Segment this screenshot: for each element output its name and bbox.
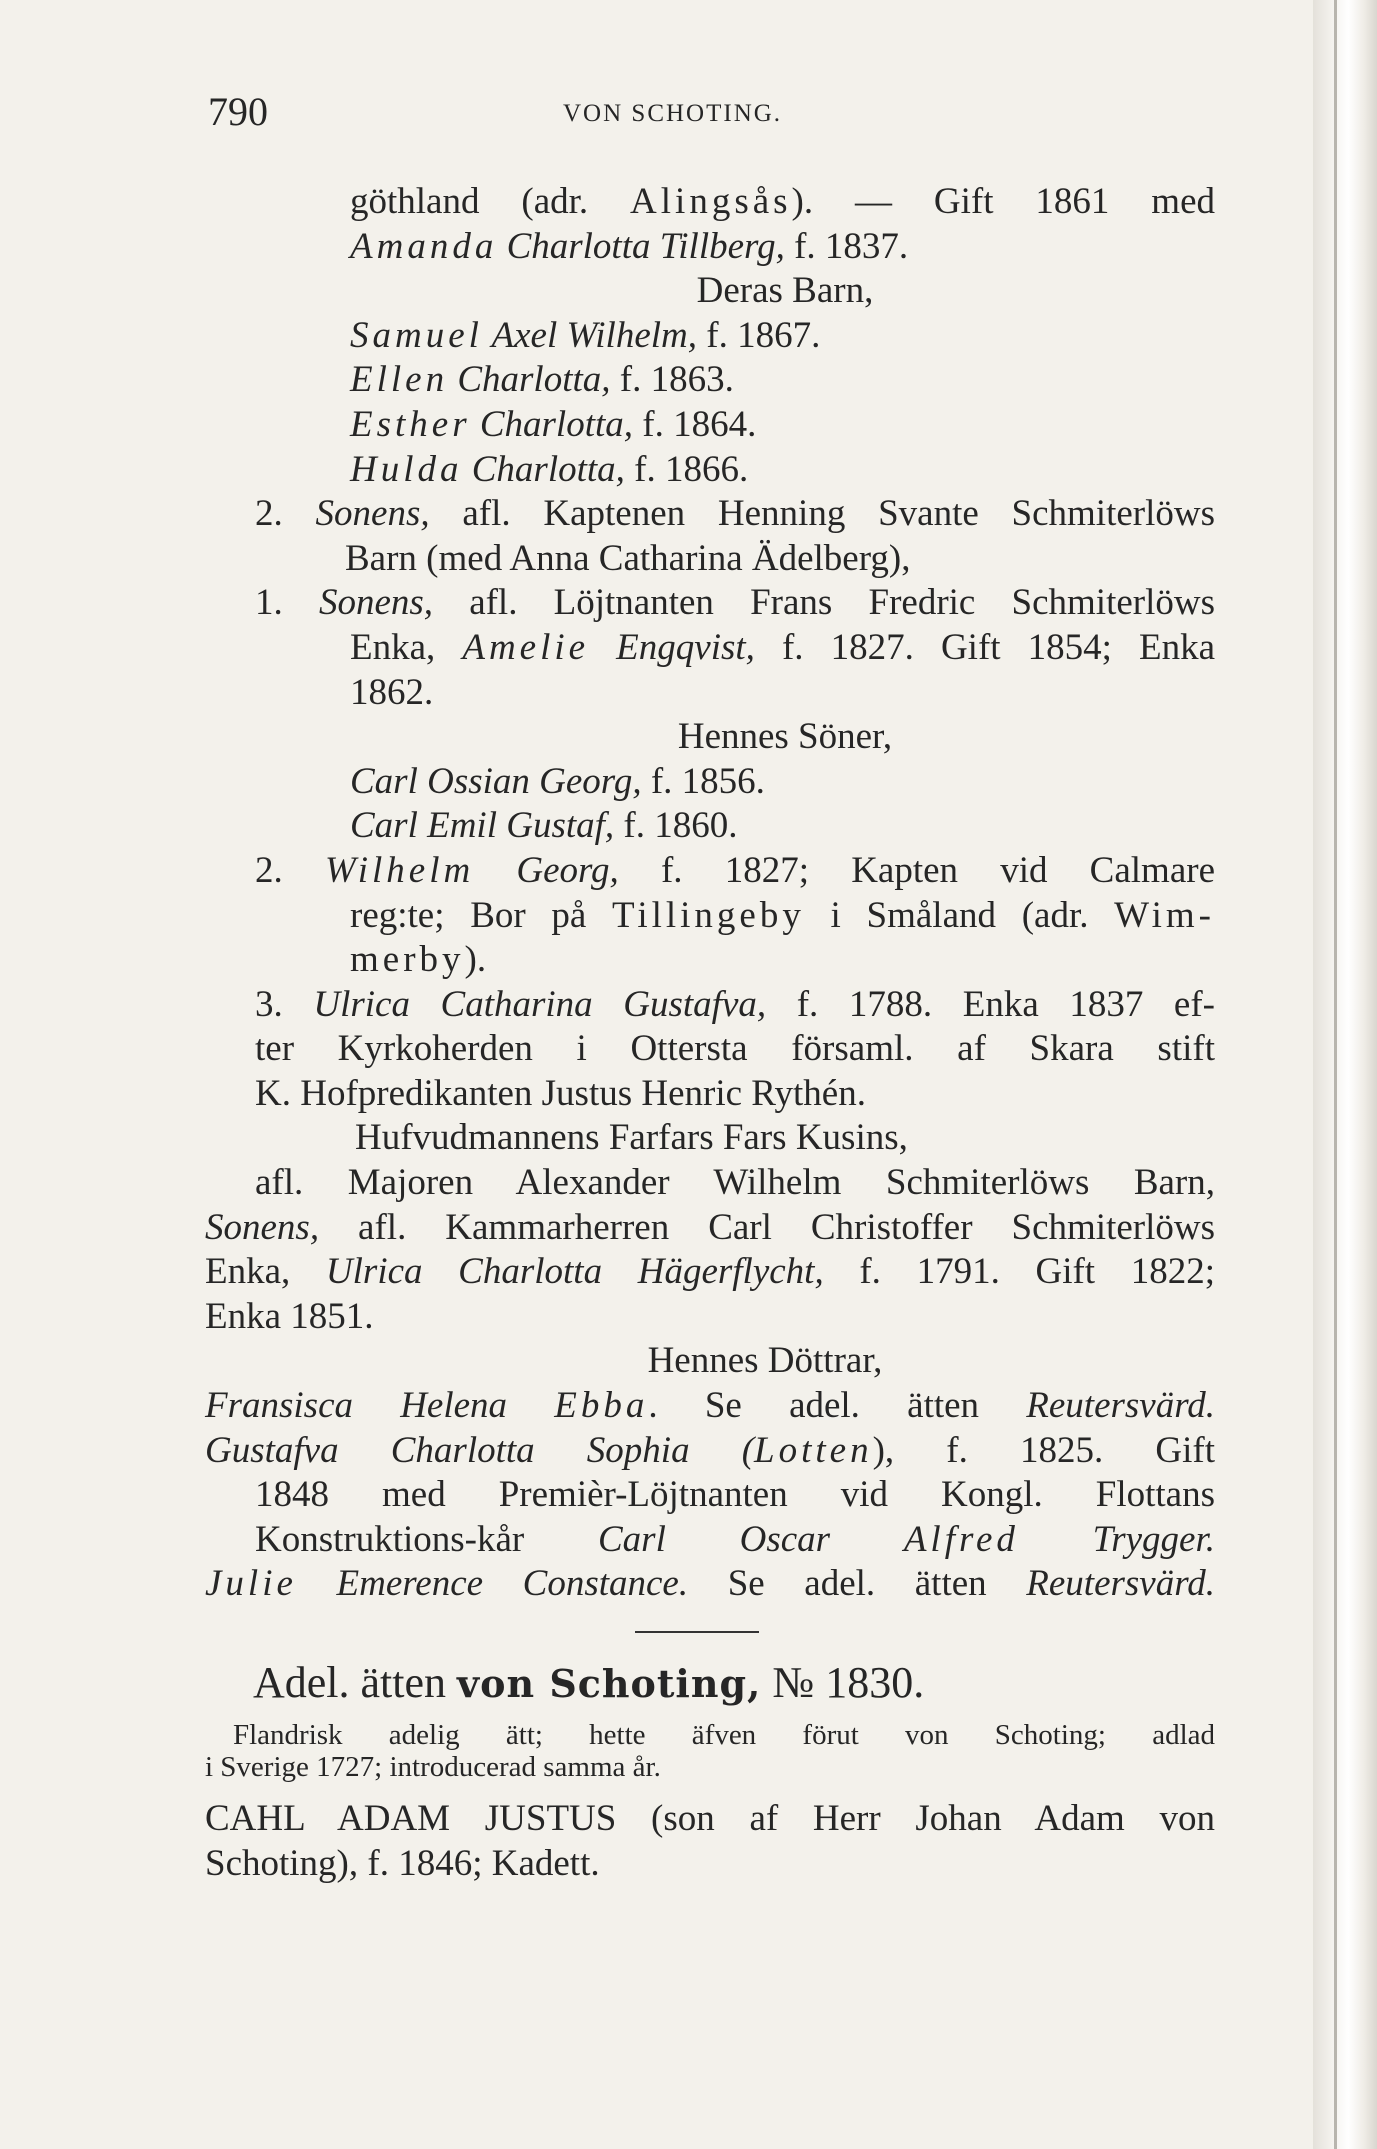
entry-line: CAHL ADAM JUSTUS (son af Herr Johan Adam von bbox=[205, 1798, 1215, 1839]
text-line: Enka, Ulrica Charlotta Hägerflycht, f. 1791. Gift 1822; bbox=[205, 1251, 1216, 1293]
text-line: 2. Sonens, afl. Kaptenen Henning Svante Schmiterlöws bbox=[255, 493, 1216, 535]
text-line: Carl Emil Gustaf, f. 1860. bbox=[350, 805, 738, 847]
text-line: Sonens, afl. Kammarherren Carl Christoffer Schmiterlöws bbox=[205, 1206, 1215, 1248]
text-line: 2. Wilhelm Georg, f. 1827; Kapten vid Calmare bbox=[255, 849, 1216, 891]
text-line: Hufvudmannens Farfars Fars Kusins, bbox=[355, 1117, 908, 1159]
section-title: Adel. ätten von Schoting, № 1830. bbox=[253, 1658, 925, 1707]
section-description: i Sverige 1727; introducerad samma år. bbox=[205, 1751, 661, 1783]
text-line: Deras Barn, bbox=[696, 270, 874, 312]
text-line: Enka 1851. bbox=[205, 1295, 374, 1337]
text-line: 1848 med Premièr-Löjtnanten vid Kongl. Flottans bbox=[255, 1474, 1215, 1516]
text-line: Enka, Amelie Engqvist, f. 1827. Gift 1854; Enka bbox=[350, 626, 1216, 668]
text-line: 1862. bbox=[350, 671, 434, 713]
text-line: göthland (adr. Alingsås). — Gift 1861 med bbox=[350, 181, 1215, 222]
text-line: Konstruktions-kår Carl Oscar Alfred Trygger. bbox=[255, 1518, 1215, 1560]
text-line: Hulda Charlotta, f. 1866. bbox=[350, 448, 749, 490]
body-text bbox=[205, 180, 1215, 1886]
page-number: 790 bbox=[208, 89, 268, 134]
text-line: Samuel Axel Wilhelm, f. 1867. bbox=[350, 314, 821, 356]
section-description: Flandrisk adelig ätt; hette äfven förut von Schoting; adlad bbox=[233, 1719, 1215, 1751]
text-line: ter Kyrkoherden i Ottersta församl. af Skara stift bbox=[255, 1028, 1215, 1070]
text-line: afl. Majoren Alexander Wilhelm Schmiterlöws Barn, bbox=[255, 1162, 1215, 1204]
text-line: reg:te; Bor på Tillingeby i Småland (adr. Wim- bbox=[350, 894, 1215, 936]
text-line: Barn (med Anna Catharina Ädelberg), bbox=[345, 537, 911, 579]
text-line: Esther Charlotta, f. 1864. bbox=[350, 403, 757, 445]
text-line: Fransisca Helena Ebba. Se adel. ätten Reutersvärd. bbox=[205, 1385, 1215, 1427]
text-line: Ellen Charlotta, f. 1863. bbox=[350, 359, 734, 401]
text-line: Julie Emerence Constance. Se adel. ätten Reutersvärd. bbox=[205, 1563, 1215, 1605]
section-divider bbox=[635, 1631, 759, 1633]
text-line: merby). bbox=[350, 939, 487, 981]
text-line: Hennes Döttrar, bbox=[647, 1340, 883, 1382]
text-line: 1. Sonens, afl. Löjtnanten Frans Fredric Schmiterlöws bbox=[255, 582, 1216, 624]
text-line: Gustafva Charlotta Sophia (Lotten), f. 1825. Gift bbox=[205, 1429, 1215, 1471]
page-edge-line bbox=[1334, 0, 1337, 2149]
text-line: Amanda Charlotta Tillberg, f. 1837. bbox=[350, 225, 909, 267]
page-edge bbox=[1313, 0, 1377, 2149]
running-head: VON SCHOTING. bbox=[563, 100, 783, 127]
entry-line: Schoting), f. 1846; Kadett. bbox=[205, 1842, 600, 1884]
text-line: K. Hofpredikanten Justus Henric Rythén. bbox=[255, 1072, 866, 1114]
page-header bbox=[208, 88, 1208, 140]
text-line: Carl Ossian Georg, f. 1856. bbox=[350, 760, 765, 802]
text-line: Hennes Söner, bbox=[677, 716, 893, 758]
text-line: 3. Ulrica Catharina Gustafva, f. 1788. Enka 1837 ef- bbox=[255, 983, 1215, 1025]
